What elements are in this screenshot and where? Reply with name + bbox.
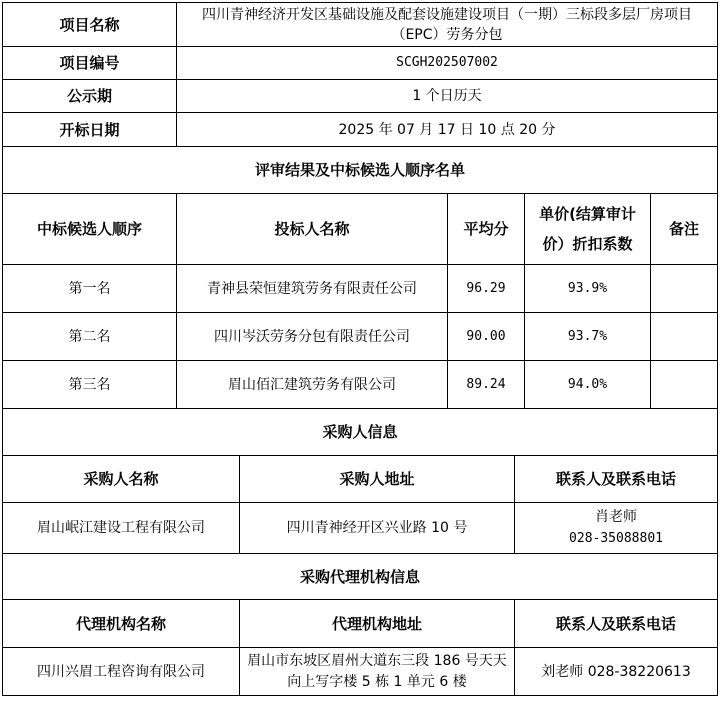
agency-title: 采购代理机构信息 — [3, 554, 718, 600]
agency-address: 眉山市东坡区眉州大道东三段 186 号天天向上写字楼 5 栋 1 单元 6 楼 — [240, 648, 515, 696]
result-header-row — [3, 194, 718, 265]
period-value: 1 个日历天 — [177, 80, 718, 113]
table-row — [3, 313, 718, 361]
rank-cell: 第三名 — [3, 361, 177, 409]
score-cell: 90.00 — [448, 313, 525, 361]
header-score: 平均分 — [448, 194, 525, 265]
project-code-value: SCGH202507002 — [177, 47, 718, 80]
note-cell — [651, 265, 718, 313]
bid-date-row — [3, 113, 718, 147]
bidder-cell: 青神县荣恒建筑劳务有限责任公司 — [177, 265, 448, 313]
purchaser-contact-person: 肖老师 — [595, 509, 637, 525]
agency-address-header: 代理机构地址 — [240, 600, 515, 648]
note-cell — [651, 361, 718, 409]
project-name-row — [3, 3, 718, 47]
purchaser-name: 眉山岷江建设工程有限公司 — [3, 503, 240, 554]
purchaser-contact-phone: 028-35088801 — [569, 531, 663, 546]
purchaser-contact — [515, 503, 718, 554]
project-code-label: 项目编号 — [3, 47, 177, 80]
purchaser-address-header: 采购人地址 — [240, 456, 515, 503]
project-info-table — [2, 2, 718, 147]
purchaser-address: 四川青神经开区兴业路 10 号 — [240, 503, 515, 554]
header-note: 备注 — [651, 194, 718, 265]
purchaser-row — [3, 503, 718, 554]
project-name-label: 项目名称 — [3, 3, 177, 47]
bidder-cell: 四川岑沃劳务分包有限责任公司 — [177, 313, 448, 361]
table-row — [3, 361, 718, 409]
bid-date-value: 2025 年 07 月 17 日 10 点 20 分 — [177, 113, 718, 147]
agency-name-header: 代理机构名称 — [3, 600, 240, 648]
price-cell: 93.7% — [525, 313, 651, 361]
agency-name: 四川兴眉工程咨询有限公司 — [3, 648, 240, 696]
score-cell: 89.24 — [448, 361, 525, 409]
note-cell — [651, 313, 718, 361]
agency-row — [3, 648, 718, 696]
purchaser-title: 采购人信息 — [3, 409, 718, 456]
header-rank: 中标候选人顺序 — [3, 194, 177, 265]
agency-table — [2, 553, 718, 696]
purchaser-header-row — [3, 456, 718, 503]
rank-cell: 第一名 — [3, 265, 177, 313]
period-label: 公示期 — [3, 80, 177, 113]
result-title: 评审结果及中标候选人顺序名单 — [3, 147, 718, 194]
purchaser-table — [2, 408, 718, 554]
project-name-value: 四川青神经济开发区基础设施及配套设施建设项目（一期）三标段多层厂房项目（EPC）劳务分包 — [177, 3, 718, 47]
bidder-cell: 眉山佰汇建筑劳务有限公司 — [177, 361, 448, 409]
header-price: 单价(结算审计价）折扣系数 — [525, 194, 651, 265]
purchaser-name-header: 采购人名称 — [3, 456, 240, 503]
header-bidder: 投标人名称 — [177, 194, 448, 265]
project-code-row — [3, 47, 718, 80]
period-row — [3, 80, 718, 113]
rank-cell: 第二名 — [3, 313, 177, 361]
agency-header-row — [3, 600, 718, 648]
purchaser-contact-header: 联系人及联系电话 — [515, 456, 718, 503]
price-cell: 93.9% — [525, 265, 651, 313]
bid-result-document — [2, 2, 717, 696]
result-table — [2, 146, 718, 409]
price-cell: 94.0% — [525, 361, 651, 409]
agency-contact: 刘老师 028-38220613 — [515, 648, 718, 696]
bid-date-label: 开标日期 — [3, 113, 177, 147]
agency-contact-header: 联系人及联系电话 — [515, 600, 718, 648]
table-row — [3, 265, 718, 313]
score-cell: 96.29 — [448, 265, 525, 313]
